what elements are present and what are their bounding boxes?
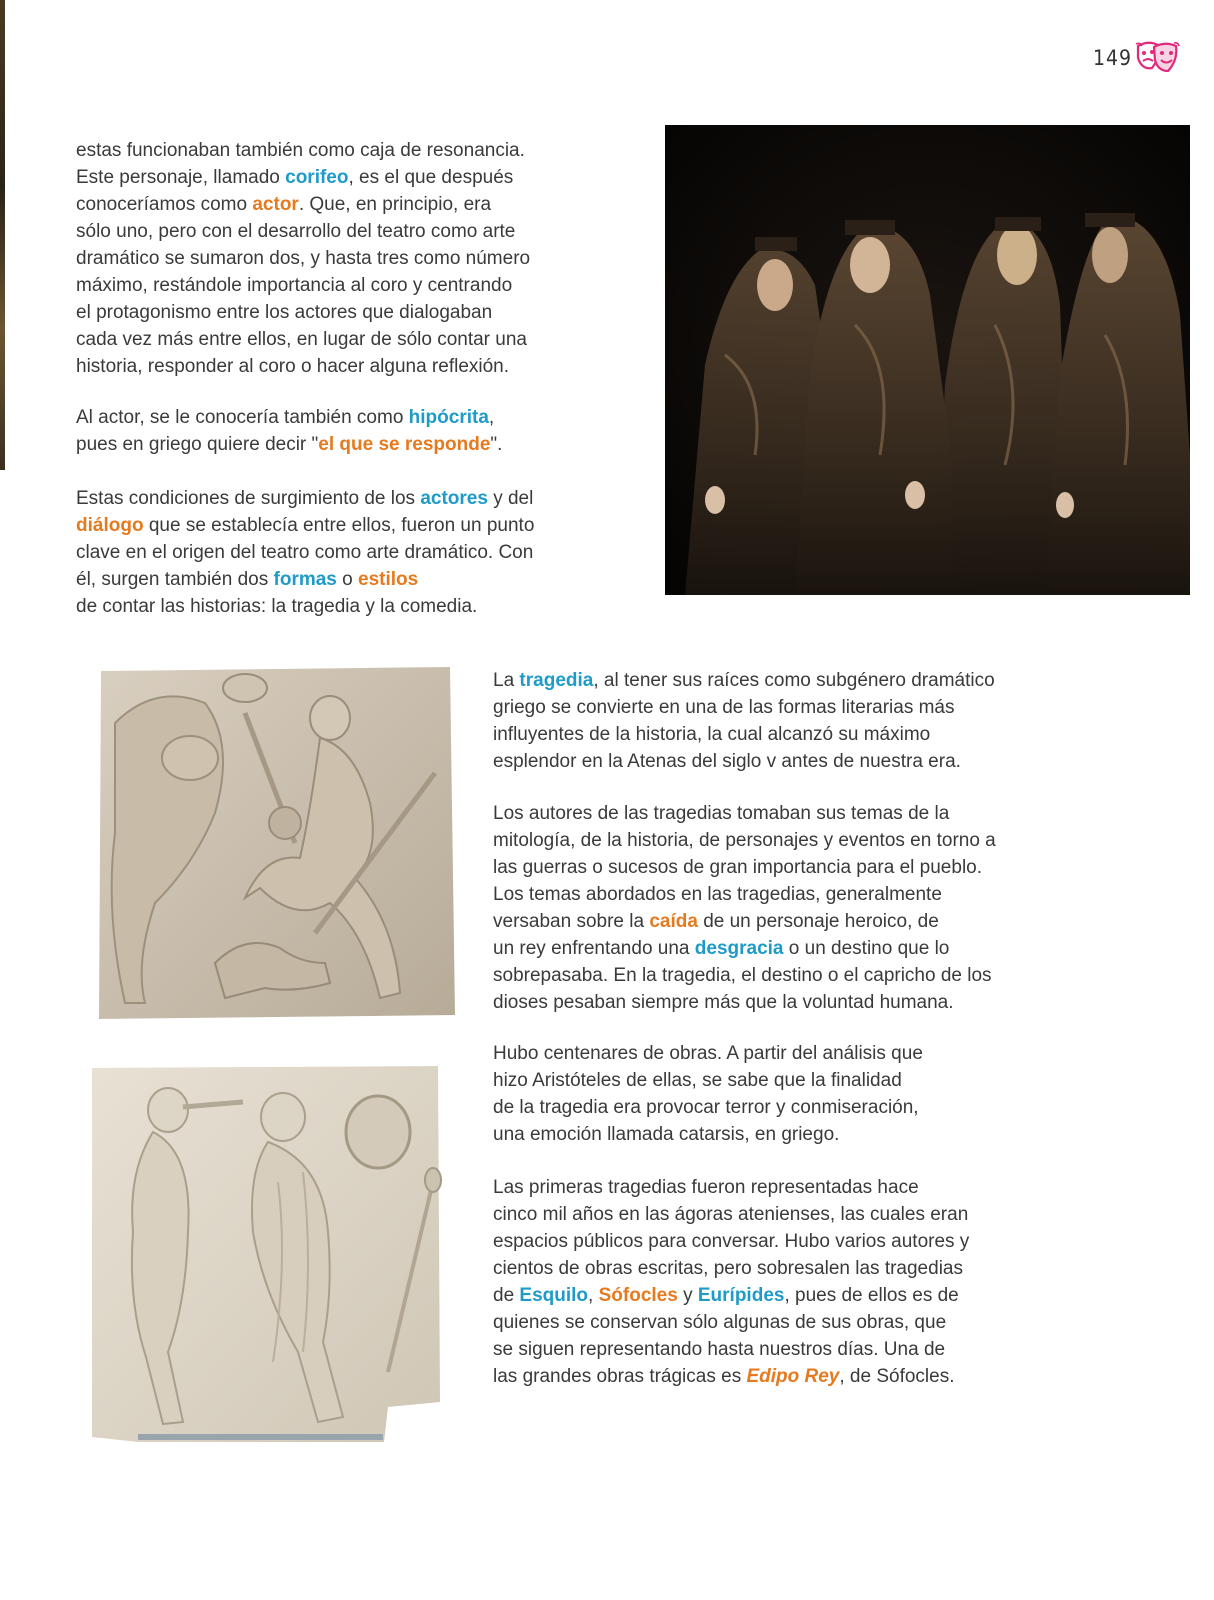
theater-mask-icon	[1134, 40, 1180, 74]
flute-player-relief-photo	[88, 1062, 443, 1444]
keyword-estilos: estilos	[358, 569, 419, 590]
paragraph-corifeo: estas funcionaban también como caja de resonancia. Este personaje, llamado corifeo, es el que después conoceríamos como actor. Que, en principio, era sólo uno, pero con el desarrollo del teatro como arte dramático se sumaron dos, y hasta tres como número máximo, restándole importancia al coro y centrando el protagonismo entre los actores que dialogaban cada vez más entre ellos, en lugar de sólo contar una historia, responder al coro o hacer alguna reflexión.	[76, 140, 531, 377]
keyword-formas: formas	[273, 569, 337, 590]
paragraph-aristoteles: Hubo centenares de obras. A partir del análisis que hizo Aristóteles de ellas, se sabe que la finalidad de la tragedia era provocar terror y conmiseración, una emoción llamada catarsis, en griego.	[493, 1043, 923, 1145]
keyword-actor: actor	[252, 194, 299, 215]
keyword-tragedia: tragedia	[519, 670, 594, 691]
keyword-el-que-se-responde: el que se responde	[318, 434, 491, 455]
keyword-corifeo: corifeo	[285, 167, 349, 188]
page-number: 149	[1093, 46, 1133, 70]
theater-performers-photo	[665, 125, 1190, 595]
keyword-desgracia: desgracia	[694, 938, 784, 959]
paragraph-primeras-tragedias: Las primeras tragedias fueron representadas hace cinco mil años en las ágoras atenienses, las cuales eran espacios públicos para conversar. Hubo varios autores y cientos de obras escritas, pero sobresalen las tragedias de Esquilo, Sófocles y Eurípides, pues de ellos es de quienes se conservan sólo algunas de sus obras, que se siguen representando hasta nuestros días. Una de las grandes obras trágicas es Edipo Rey, de Sófocles.	[493, 1177, 970, 1387]
keyword-sofocles: Sófocles	[598, 1285, 678, 1306]
keyword-edipo-rey: Edipo Rey	[746, 1366, 840, 1387]
paragraph-hipocrita: Al actor, se le conocería también como hipócrita, pues en griego quiere decir "el que se responde".	[76, 407, 503, 455]
paragraph-tragedia: La tragedia, al tener sus raíces como subgénero dramático griego se convierte en una de las formas literarias más influyentes de la historia, la cual alcanzó su máximo esplendor en la Atenas del siglo v antes de nuestra era.	[493, 670, 995, 772]
keyword-caida: caída	[649, 911, 698, 932]
keyword-actores: actores	[420, 488, 488, 509]
paragraph-actores-dialogo: Estas condiciones de surgimiento de los actores y del diálogo que se establecía entre ellos, fueron un punto clave en el origen del teatro como arte dramático. Con él, surgen también dos formas o estilos de contar las historias: la tragedia y la comedia.	[76, 488, 535, 617]
paragraph-temas: Los autores de las tragedias tomaban sus temas de la mitología, de la historia, de personajes y eventos en torno a las guerras o sucesos de gran importancia para el pueblo. Los temas abordados en las tragedias, generalmente versaban sobre la caída de un personaje heroico, de un rey enfrentando una desgracia o un destino que lo sobrepasaba. En la tragedia, el destino o el capricho de los dioses pesaban siempre más que la voluntad humana.	[493, 803, 996, 1013]
keyword-esquilo: Esquilo	[519, 1285, 589, 1306]
keyword-euripides: Eurípides	[697, 1285, 785, 1306]
satyr-relief-photo	[95, 663, 456, 1023]
keyword-dialogo: diálogo	[76, 515, 144, 536]
keyword-hipocrita: hipócrita	[408, 407, 489, 428]
page-edge-strip	[0, 0, 5, 470]
